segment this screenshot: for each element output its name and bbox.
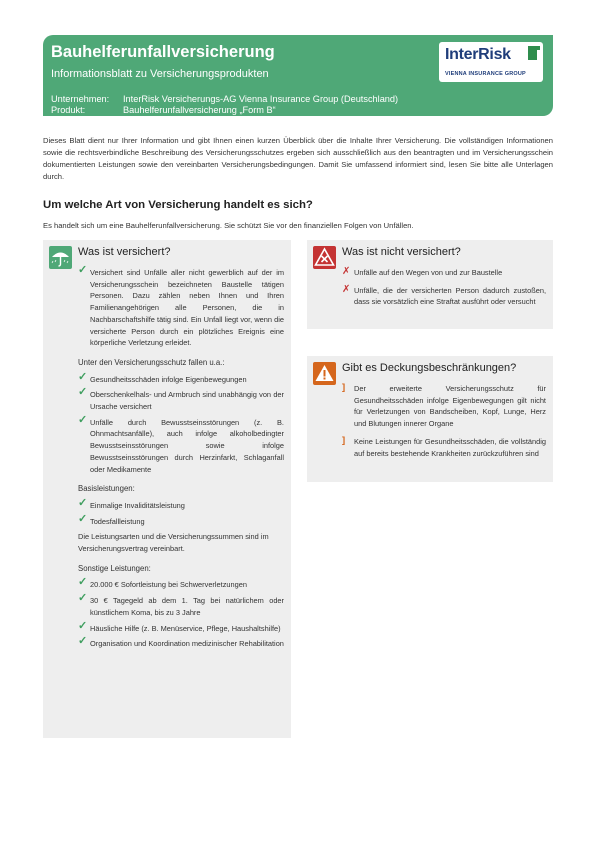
logo-name: InterRisk: [445, 46, 511, 63]
not-insured-box: [307, 240, 553, 329]
section-heading: Um welche Art von Versicherung handelt es sich?: [43, 199, 313, 211]
insured-subheading-2: Basisleistungen:: [78, 484, 135, 494]
limits-title: Gibt es Deckungsbeschränkungen?: [342, 362, 517, 374]
insured-box: [43, 240, 291, 738]
list-item: ✓ 30 € Tagegeld ab dem 1. Tag bei natürlichem oder künstlichem Koma, bis zu 3 Jahre: [78, 592, 284, 617]
intro-text: Dieses Blatt dient nur Ihrer Information und gibt Ihnen einen kurzen Überblick über die Inhalte Ihrer Versicherung. Die vollständigen Informationen sowie die rechtsverbindliche Beschreibung des Versicherungsschutzes ergeben sich ausschließlich aus den beantragten und im Versicherungsschein dokumentierten Leistungen sowie den vereinbarten Versicherungsbedingungen. Damit Sie umfassend informiert sind, lesen Sie bitte alle Unterlagen durch.: [43, 136, 553, 182]
list-item: ✓ Unfälle durch Bewusstseinsstörungen (z. B. Ohnmachtsanfälle), auch infolge alkoholbedingter Bewusstseinsstörungen sowie infolge Bewusstseinsstörungen durch Herzinfarkt, Schlaganfall oder Medikamente: [78, 413, 284, 474]
list-item: ✓ Organisation und Koordination medizinischer Rehabilitation: [78, 635, 284, 649]
logo-tagline: VIENNA INSURANCE GROUP: [445, 71, 526, 77]
list-item: ✓ Versichert sind Unfälle aller nicht gewerblich auf der im Versicherungsschein bezeichneten Baustelle tätigen Personen. Dazu zählen neben Ihnen und Ihren Familienangehörigen alle Personen, die in Nachbarschaftshilfe tätig sind. Ein Unfall liegt vor, wenn die versicherte Person durch ein plötzliches Ereignis eine körperliche Verletzung erleidet.: [78, 264, 284, 348]
insured-subheading-3: Sonstige Leistungen:: [78, 563, 151, 573]
product-label: Produkt:: [51, 105, 86, 115]
interrisk-logo: [439, 42, 543, 82]
bracket-icon: ]: [342, 382, 346, 393]
company-label: Unternehmen:: [51, 94, 110, 104]
limits-box: [307, 356, 553, 482]
list-item: ✓ Todesfallleistung: [78, 512, 145, 526]
not-insured-title: Was ist nicht versichert?: [342, 246, 461, 258]
cross-icon: ✗: [342, 283, 351, 295]
list-item: ✓ Oberschenkelhals- und Armbruch sind unabhängig von der Ursache versichert: [78, 386, 284, 412]
document-title: Bauhelferunfallversicherung: [51, 43, 275, 61]
checkmark-icon: ✓: [78, 576, 88, 589]
list-item: ✗ Unfälle auf den Wegen von und zur Baustelle: [342, 266, 503, 277]
insured-content: [78, 264, 284, 654]
checkmark-icon: ✓: [78, 496, 88, 509]
checkmark-icon: ✓: [78, 370, 88, 383]
checkmark-icon: ✓: [78, 619, 88, 632]
insured-title: Was ist versichert?: [78, 246, 171, 258]
insured-paragraph: Die Leistungsarten und die Versicherungssummen sind im Versicherungsvertrag vereinbart.: [78, 532, 269, 554]
product-value: Bauhelferunfallversicherung „Form B“: [123, 105, 276, 115]
checkmark-icon: ✓: [78, 592, 88, 605]
insured-subheading-1: Unter den Versicherungsschutz fallen u.a.:: [78, 357, 225, 367]
exclamation-icon: [313, 362, 336, 385]
not-insured-content: [342, 267, 546, 312]
umbrella-icon: [49, 246, 72, 269]
list-item: ] Keine Leistungen für Gesundheitsschäden, die vollständig auf bereits bestehende Krankheiten zurückzuführen sind: [342, 434, 546, 458]
list-item: ✗ Unfälle, die der versicherten Person dadurch zustoßen, dass sie vorsätzlich eine Straftat ausführt oder versucht: [342, 283, 546, 307]
limits-content: [342, 383, 546, 463]
warning-triangle-icon: [313, 246, 336, 269]
checkmark-icon: ✓: [78, 635, 88, 648]
header-meta: [51, 94, 398, 116]
list-item: ✓ Häusliche Hilfe (z. B. Menüservice, Pflege, Haushaltshilfe): [78, 619, 281, 633]
checkmark-icon: ✓: [78, 413, 88, 426]
cross-icon: ✗: [342, 266, 351, 277]
list-item: ✓ Einmalige Invaliditätsleistung: [78, 496, 185, 510]
company-value: InterRisk Versicherungs-AG Vienna Insurance Group (Deutschland): [123, 94, 399, 104]
checkmark-icon: ✓: [78, 512, 88, 525]
list-item: ✓ 20.000 € Sofortleistung bei Schwerverletzungen: [78, 576, 247, 590]
checkmark-icon: ✓: [78, 386, 88, 399]
checkmark-icon: ✓: [78, 264, 88, 276]
section-lead: Es handelt sich um eine Bauhelferunfallversicherung. Sie schützt Sie vor den finanziellen Folgen von Unfällen.: [43, 221, 414, 230]
logo-mark-dot-icon: [536, 46, 540, 50]
list-item: ✓ Gesundheitsschäden infolge Eigenbewegungen: [78, 370, 247, 384]
bracket-icon: ]: [342, 434, 346, 446]
list-item: ] Der erweiterte Versicherungsschutz für Gesundheitsschäden infolge Eigenbewegungen gilt nicht für Verletzungen von Bandscheiben, Kopf, Lunge, Herz und Blutungen innerer Organe: [342, 382, 546, 429]
header-banner: [43, 35, 553, 116]
document-subtitle: Informationsblatt zu Versicherungsprodukten: [51, 68, 269, 80]
